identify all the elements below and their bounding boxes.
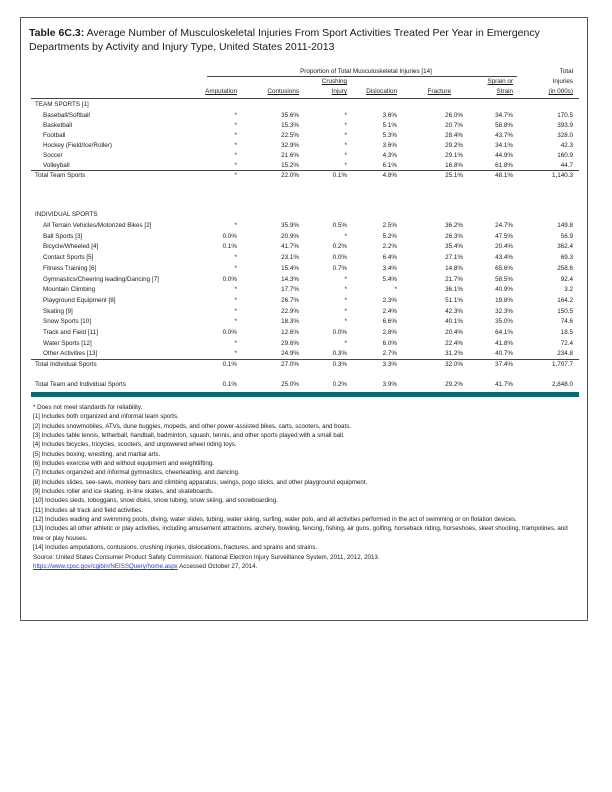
cell-cru: *	[344, 275, 347, 283]
cell-spr: 65.6%	[495, 264, 513, 272]
cell-dis: 5.4%	[382, 275, 397, 283]
cell-cru: 0.2%	[332, 243, 347, 251]
cell-dis: 4.3%	[382, 152, 397, 159]
cell-con: 14.3%	[281, 275, 299, 283]
cell-con: 17.7%	[281, 286, 299, 294]
cell-cru: *	[344, 162, 347, 169]
header-amputation: Amputation	[205, 88, 237, 95]
cell-fra: 29.2%	[445, 142, 463, 149]
table-row	[21, 141, 589, 150]
row-label: Basketball	[43, 122, 73, 129]
cell-fra: 25.1%	[445, 172, 463, 179]
cell-fra: 35.4%	[445, 243, 463, 251]
footnote: [10] Includes sleds, toboggans, snow disks, snow tubing, snow skiing, and snowboarding.	[33, 497, 278, 505]
table-row	[21, 328, 589, 337]
cell-amp: *	[234, 264, 237, 272]
cell-fra: 16.8%	[445, 162, 463, 169]
cell-cru: 0.3%	[332, 350, 347, 358]
cell-fra: 21.7%	[445, 275, 463, 283]
row-label: Total Team and Individual Sports	[35, 381, 126, 389]
footnote: [4] Includes bicycles, tricycles, scooters, and unpowered wheel riding toys.	[33, 441, 237, 449]
row-label: Contact Sports [5]	[43, 254, 94, 262]
cell-spr: 34.1%	[495, 142, 513, 149]
footnote: [9] Includes roller and ice skating, in-line skates, and skateboards.	[33, 488, 214, 496]
row-label: Bicycle/Wheeled [4]	[43, 243, 99, 251]
row-label: Volleyball	[43, 162, 70, 169]
row-label: Mountain Climbing	[43, 286, 96, 294]
cell-amp: *	[234, 172, 237, 179]
cell-con: 29.6%	[281, 339, 299, 347]
cell-tot: 328.0	[557, 132, 573, 139]
cell-dis: 2.5%	[382, 222, 397, 229]
cell-cru: 0.7%	[332, 264, 347, 272]
cell-spr: 32.3%	[495, 307, 513, 315]
cell-dis: 6.4%	[382, 254, 397, 262]
cell-amp: *	[234, 122, 237, 129]
cell-con: 22.9%	[281, 307, 299, 315]
header-total-1: Total	[559, 68, 573, 75]
header-total-3: (in 000s)	[548, 88, 573, 95]
table-row	[21, 307, 589, 316]
cell-dis: 5.2%	[382, 232, 397, 240]
table-row	[21, 171, 589, 180]
cell-fra: 51.1%	[445, 296, 463, 304]
footnote: [6] Includes exercise with and without equipment and weightlifting.	[33, 460, 214, 468]
table-frame	[20, 17, 588, 621]
section-label: TEAM SPORTS [1]	[35, 101, 89, 108]
cell-spr: 43.7%	[495, 132, 513, 139]
cell-tot: 1,140.3	[551, 172, 573, 179]
cell-fra: 31.2%	[445, 350, 463, 358]
cell-tot: 362.4	[557, 243, 573, 251]
footnote: [12] Includes wading and swimming pools, diving, water slides, tubing, water skiing, surfing, water polo, and all activities performed in the act of swimming or on flotation devices.	[33, 516, 517, 524]
table-row	[21, 131, 589, 140]
cell-cru: 0.0%	[332, 254, 347, 262]
cell-fra: 27.1%	[445, 254, 463, 262]
cell-dis: 2.8%	[382, 329, 397, 336]
cell-dis: 2.4%	[382, 307, 397, 315]
row-rule	[31, 98, 579, 99]
cell-fra: 20.7%	[445, 122, 463, 129]
cell-dis: 6.1%	[382, 162, 397, 169]
row-label: Football	[43, 132, 66, 139]
table-row	[21, 285, 589, 294]
cell-con: 41.7%	[281, 243, 299, 251]
footnote: [1] Includes both organized and informal team sports.	[33, 413, 179, 421]
cell-spr: 35.0%	[495, 318, 513, 326]
cell-amp: 0.1%	[222, 381, 237, 389]
table-row	[21, 151, 589, 160]
cell-tot: 42.3	[560, 142, 573, 149]
footnote: Source: United States Consumer Product Safety Commission. National Electron Injury Surveillance System, 2011, 2012, 2013.	[33, 553, 380, 561]
cell-spr: 47.5%	[495, 232, 513, 240]
cell-dis: 4.8%	[382, 172, 397, 179]
table-number: Table 6C.3:	[29, 27, 85, 39]
row-label: Baseball/Softball	[43, 112, 90, 119]
cell-tot: 164.2	[557, 296, 573, 304]
header-sprain-1: Sprain or	[487, 78, 513, 85]
cell-cru: *	[344, 296, 347, 304]
cell-fra: 26.0%	[445, 112, 463, 119]
cell-tot: 234.8	[557, 350, 573, 358]
cell-dis: 5.3%	[382, 132, 397, 139]
footnote: [14] Includes amputations, contusions, crushing injuries, dislocations, fractures, and sprains and strains.	[33, 544, 318, 552]
cell-cru: *	[344, 122, 347, 129]
cell-con: 35.6%	[281, 112, 299, 119]
table-row	[21, 121, 589, 130]
cell-fra: 36.2%	[445, 222, 463, 229]
row-label: Fitness Training [6]	[43, 264, 97, 272]
table-row	[21, 264, 589, 273]
cell-dis: 6.0%	[382, 339, 397, 347]
cell-amp: *	[234, 222, 237, 229]
cell-con: 22.0%	[281, 172, 299, 179]
cell-cru: *	[344, 339, 347, 347]
cell-tot: 160.9	[557, 152, 573, 159]
table-row	[21, 253, 589, 262]
header-dislocation: Dislocation	[366, 88, 397, 95]
header-contusions: Contusions	[267, 88, 299, 95]
cell-amp: *	[234, 296, 237, 304]
cell-cru: 0.5%	[332, 222, 347, 229]
cell-dis: 2.3%	[382, 296, 397, 304]
cell-con: 21.6%	[281, 152, 299, 159]
cell-fra: 32.0%	[445, 361, 463, 369]
header-crushing-2: Injury	[331, 88, 347, 95]
cell-spr: 40.7%	[495, 350, 513, 358]
cell-tot: 2,848.0	[551, 381, 573, 389]
cell-tot: 170.5	[557, 112, 573, 119]
cell-con: 15.3%	[281, 122, 299, 129]
header-sprain-2: Strain	[496, 88, 513, 95]
row-label: Other Activities [13]	[43, 350, 98, 358]
cell-fra: 42.3%	[445, 307, 463, 315]
cell-spr: 41.8%	[495, 339, 513, 347]
footnote-list	[33, 403, 578, 562]
cell-fra: 20.4%	[445, 329, 463, 336]
cell-cru: *	[344, 152, 347, 159]
cell-spr: 43.4%	[495, 254, 513, 262]
row-label: Skating [9]	[43, 307, 73, 315]
cell-tot: 3.2	[564, 286, 573, 294]
cell-tot: 1,707.7	[551, 361, 573, 369]
cell-amp: 0.0%	[222, 275, 237, 283]
table-row	[21, 339, 589, 348]
header-fracture: Fracture	[427, 88, 451, 95]
table-row	[21, 242, 589, 251]
cell-amp: *	[234, 132, 237, 139]
cell-dis: *	[394, 286, 397, 294]
cell-spr: 19.8%	[495, 296, 513, 304]
footnote: [2] Includes snowmobiles, ATVs, dune buggies, mopeds, and other power-assisted bikes, carts, scooters, and boats.	[33, 422, 352, 430]
source-link[interactable]: https://www.cpsc.gov/cgibin/NEISSQuery/home.aspx	[33, 562, 178, 570]
footnote: [8] Includes slides, see-saws, monkey bars and climbing apparatus, swings, pogo sticks, and other playground equipment.	[33, 478, 368, 486]
cell-amp: 0.0%	[222, 329, 237, 336]
cell-spr: 40.9%	[495, 286, 513, 294]
cell-amp: *	[234, 152, 237, 159]
footnote: [11] Includes all track and field activities.	[33, 506, 143, 514]
cell-con: 15.4%	[281, 264, 299, 272]
table-row	[21, 349, 589, 358]
group-header: Proportion of Total Musculoskeletal Injuries [14]	[300, 68, 432, 75]
cell-con: 18.3%	[281, 318, 299, 326]
cell-amp: *	[234, 318, 237, 326]
row-label: Snow Sports [10]	[43, 318, 91, 326]
cell-tot: 44.7	[560, 162, 573, 169]
cell-dis: 2.7%	[382, 350, 397, 358]
cell-con: 24.9%	[281, 350, 299, 358]
table-row	[21, 111, 589, 120]
teal-divider	[31, 392, 579, 397]
cell-amp: *	[234, 254, 237, 262]
cell-amp: *	[234, 162, 237, 169]
cell-cru: *	[344, 318, 347, 326]
cell-spr: 41.7%	[495, 381, 513, 389]
row-label: Total Team Sports	[35, 172, 86, 179]
source-accessed: Accessed October 27, 2014.	[177, 562, 258, 570]
cell-amp: 0.0%	[222, 232, 237, 240]
table-row	[21, 296, 589, 305]
cell-spr: 44.9%	[495, 152, 513, 159]
cell-fra: 22.4%	[445, 339, 463, 347]
cell-dis: 3.6%	[382, 112, 397, 119]
footnote: * Does not meet standards for reliability.	[33, 404, 143, 411]
cell-tot: 393.9	[557, 122, 573, 129]
cell-cru: *	[344, 232, 347, 240]
footnotes	[33, 403, 578, 571]
footnote: [5] Includes boxing, wrestling, and martial arts.	[33, 450, 161, 458]
cell-con: 26.7%	[281, 296, 299, 304]
cell-cru: *	[344, 132, 347, 139]
cell-dis: 3.6%	[382, 142, 397, 149]
cell-cru: *	[344, 142, 347, 149]
cell-amp: 0.1%	[222, 361, 237, 369]
table-row	[21, 360, 589, 369]
table-title-text: Average Number of Musculoskeletal Injuries From Sport Activities Treated Per Year in Emergency Departments by Activity and Injury Type, United States 2011-2013	[29, 27, 540, 53]
table-title	[29, 26, 579, 54]
section-header	[21, 210, 589, 219]
cell-tot: 92.4	[560, 275, 573, 283]
cell-spr: 58.8%	[495, 122, 513, 129]
cell-tot: 150.5	[557, 307, 573, 315]
table-row	[21, 275, 589, 284]
cell-spr: 64.1%	[495, 329, 513, 336]
cell-tot: 72.4	[560, 339, 573, 347]
cell-tot: 18.5	[560, 329, 573, 336]
cell-fra: 26.3%	[445, 232, 463, 240]
cell-con: 25.0%	[281, 381, 299, 389]
row-label: Hockey (Field/Ice/Roller)	[43, 142, 112, 149]
cell-tot: 69.3	[560, 254, 573, 262]
cell-tot: 258.6	[557, 264, 573, 272]
cell-spr: 37.4%	[495, 361, 513, 369]
cell-cru: 0.0%	[332, 329, 347, 336]
cell-spr: 34.7%	[495, 112, 513, 119]
cell-con: 32.9%	[281, 142, 299, 149]
cell-con: 35.9%	[281, 222, 299, 229]
cell-fra: 40.1%	[445, 318, 463, 326]
cell-amp: *	[234, 350, 237, 358]
table-row	[21, 232, 589, 241]
cell-dis: 3.4%	[382, 264, 397, 272]
cell-cru: *	[344, 286, 347, 294]
cell-fra: 36.1%	[445, 286, 463, 294]
row-label: Ball Sports [3]	[43, 232, 83, 240]
footnote: [3] Includes table tennis, tetherball, handball, badminton, squash, tennis, and other sports played with a small ball.	[33, 432, 345, 440]
header-rule	[207, 76, 517, 77]
cell-spr: 24.7%	[495, 222, 513, 229]
row-label: All Terrain Vehicles/Motorized Bikes [2]	[43, 222, 152, 229]
header-total-2: Injuries	[552, 78, 573, 85]
row-label: Total Individual Sports	[35, 361, 97, 369]
table-row	[21, 221, 589, 230]
cell-cru: 0.2%	[332, 381, 347, 389]
cell-fra: 29.2%	[445, 381, 463, 389]
cell-con: 22.5%	[281, 132, 299, 139]
cell-con: 15.2%	[281, 162, 299, 169]
cell-fra: 28.4%	[445, 132, 463, 139]
cell-amp: *	[234, 307, 237, 315]
cell-spr: 61.8%	[495, 162, 513, 169]
footnote: [13] Includes all other athletic or play activities, including amusement attractions, archery, bowling, fencing, fishing, air guns, golfing, horseback riding, horseshoes, skeet shooting, trampolines, and tree or play houses.	[33, 525, 568, 542]
cell-cru: *	[344, 307, 347, 315]
cell-spr: 20.4%	[495, 243, 513, 251]
cell-con: 20.9%	[281, 232, 299, 240]
cell-con: 27.0%	[281, 361, 299, 369]
cell-dis: 2.2%	[382, 243, 397, 251]
cell-spr: 58.5%	[495, 275, 513, 283]
cell-tot: 149.8	[557, 222, 573, 229]
cell-cru: 0.3%	[332, 361, 347, 369]
table-row	[21, 161, 589, 170]
cell-amp: *	[234, 339, 237, 347]
cell-dis: 3.3%	[382, 361, 397, 369]
cell-amp: 0.1%	[222, 243, 237, 251]
row-label: Gymnastics/Cheering leading/Dancing [7]	[43, 275, 159, 283]
cell-amp: *	[234, 142, 237, 149]
table-row	[21, 317, 589, 326]
cell-con: 12.6%	[281, 329, 299, 336]
source-link-line	[33, 562, 578, 571]
cell-cru: 0.1%	[332, 172, 347, 179]
row-label: Playground Equipment [8]	[43, 296, 116, 304]
row-label: Water Sports [12]	[43, 339, 92, 347]
cell-amp: *	[234, 112, 237, 119]
row-label: Track and Field [11]	[43, 329, 98, 336]
cell-fra: 29.1%	[445, 152, 463, 159]
cell-dis: 5.1%	[382, 122, 397, 129]
section-label: INDIVIDUAL SPORTS	[35, 211, 98, 218]
cell-dis: 3.9%	[382, 381, 397, 389]
cell-cru: *	[344, 112, 347, 119]
cell-con: 23.1%	[281, 254, 299, 262]
cell-dis: 6.6%	[382, 318, 397, 326]
section-header	[21, 100, 589, 109]
cell-tot: 74.6	[560, 318, 573, 326]
row-label: Soccer	[43, 152, 63, 159]
footnote: [7] Includes organized and informal gymnastics, cheerleading, and dancing.	[33, 469, 240, 477]
cell-fra: 14.8%	[445, 264, 463, 272]
cell-tot: 56.9	[560, 232, 573, 240]
cell-amp: *	[234, 286, 237, 294]
header-crushing-1: Crushing	[321, 78, 347, 85]
cell-spr: 48.1%	[495, 172, 513, 179]
table-row	[21, 380, 589, 389]
